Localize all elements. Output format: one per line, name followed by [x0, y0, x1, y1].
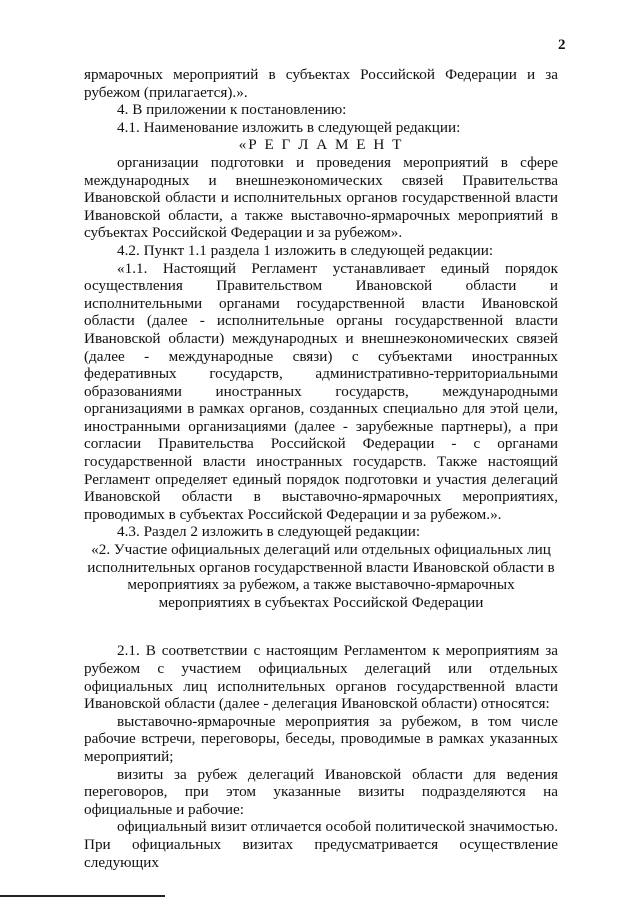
document-body: [84, 66, 558, 871]
page-number: 2: [558, 37, 566, 53]
paragraph-item-4-1: 4.1. Наименование изложить в следующей редакции:: [117, 118, 461, 136]
reglament-heading: «Р Е Г Л А М Е Н Т: [238, 136, 404, 154]
reglament-title-text: организации подготовки и проведения мероприятий в сфере международных и внешнеэкономических связей Правительства Ивановской области и исполнительных органов государственной власти Ивановской области, а также выставочно-ярмарочных мероприятий в субъектах Российской Федерации и за рубежом».: [84, 153, 558, 242]
paragraph-clause-2-1: 2.1. В соответствии с настоящим Регламентом к мероприятиям за рубежом с участием официальных делегаций или отдельных официальных лиц исполнительных органов государственной власти Ивановской области (далее - делегация Ивановской области) относятся:: [84, 642, 558, 713]
section-2-heading: «2. Участие официальных делегаций или отдельных официальных лиц исполнительных органов государственной власти Ивановской области в мероприятиях за рубежом, а также выставочно-ярмарочных мероприятиях в субъектах Российской Федерации: [87, 541, 555, 611]
paragraph-item-4: 4. В приложении к постановлению:: [117, 101, 347, 119]
paragraph-item-4-3: 4.3. Раздел 2 изложить в следующей редакции:: [117, 523, 421, 541]
paragraph-official-visit: официальный визит отличается особой политической значимостью. При официальных визитах предусматривается осуществление следующих: [84, 818, 558, 871]
paragraph-visits-abroad: визиты за рубеж делегаций Ивановской области для ведения переговоров, при этом указанные визиты подразделяются на официальные и рабочие:: [84, 765, 558, 818]
section-spacer: [84, 611, 558, 642]
paragraph-exhibition-events: выставочно-ярмарочные мероприятия за рубежом, в том числе рабочие встречи, переговоры, беседы, проводимые в рамках указанных мероприятий;: [84, 712, 558, 765]
bottom-edge-line: [0, 895, 165, 897]
paragraph-clause-1-1: «1.1. Настоящий Регламент устанавливает единый порядок осуществления Правительством Ивановской области и исполнительными органами государственной власти Ивановской области (далее - исполнительные органы государственной власти Ивановской области) международных и внешнеэкономических связей (далее - международные связи) с субъектами иностранных федеративных государств, административно-территориальными образованиями иностранных государств, международными организациями в рамках органов, созданных специально для этой цели, иностранными организациями (далее - зарубежные партнеры), а при согласии Правительства Российской Федерации - с органами государственной власти иностранных государств. Также настоящий Регламент определяет единый порядок подготовки и участия делегаций Ивановской области в выставочно-ярмарочных мероприятиях, проводимых в субъектах Российской Федерации и за рубежом.».: [84, 259, 558, 523]
paragraph-continuation: ярмарочных мероприятий в субъектах Российской Федерации и за рубежом (прилагается).».: [84, 66, 558, 101]
paragraph-item-4-2: 4.2. Пункт 1.1 раздела 1 изложить в следующей редакции:: [117, 241, 494, 259]
